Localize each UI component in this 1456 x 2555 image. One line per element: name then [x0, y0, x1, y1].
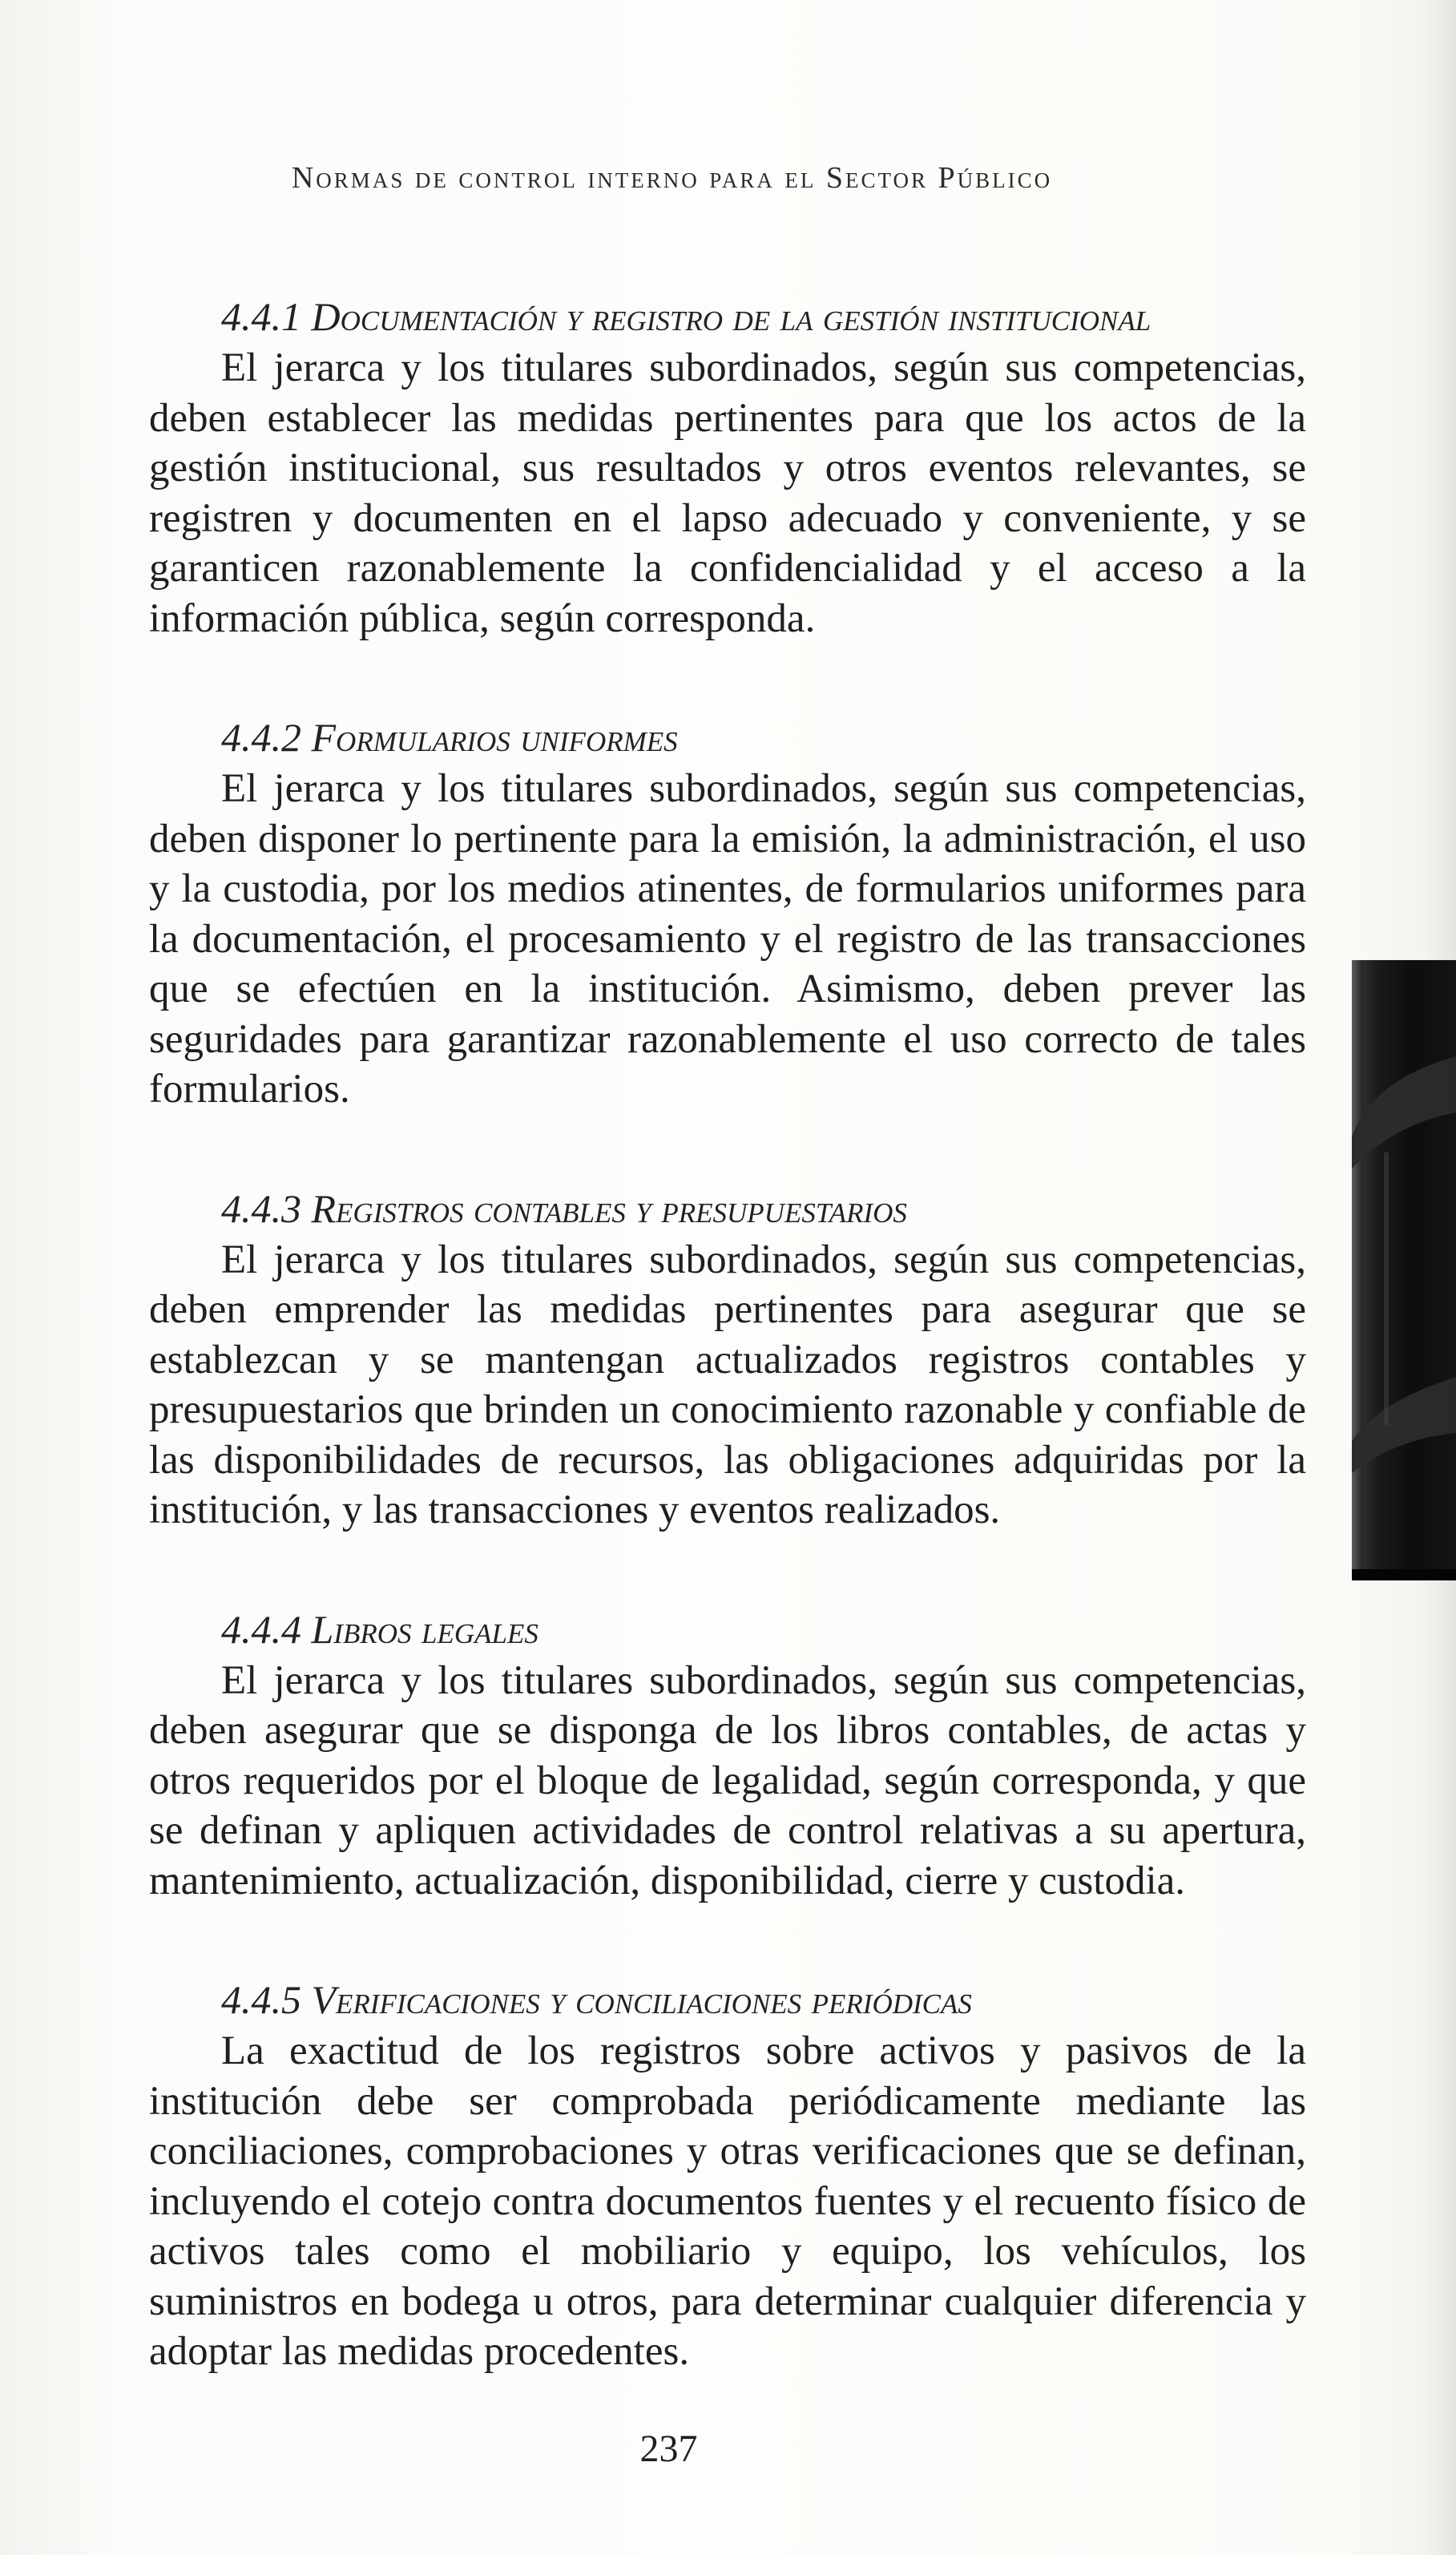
- section-heading: 4.4.1 Documentación y registro de la gestión institucional: [221, 294, 1151, 339]
- section-paragraph: El jerarca y los titulares subordinados, según sus competencias, deben emprender las medidas pertinentes para asegurar que se establezcan y se mantengan actualizados registros contables y presupuestarios que brinden un conocimiento razonable y confiable de las disponibilidades de recursos, las obligaciones adquiridas por la institución, y las transacciones y eventos realizados.: [149, 1237, 1306, 1532]
- section-paragraph: La exactitud de los registros sobre activos y pasivos de la institución debe ser comprobada periódicamente mediante las conciliaciones, comprobaciones y otras verificaciones que se definan, incluyendo el cotejo contra documentos fuentes y el recuento físico de activos tales como el mobiliario y equipo, los vehículos, los suministros en bodega u otros, para determinar cualquier diferencia y adoptar las medidas procedentes.: [149, 2028, 1306, 2374]
- section-paragraph: El jerarca y los titulares subordinados, según sus competencias, deben disponer lo pertinente para la emisión, la administración, el uso y la custodia, por los medios atinentes, de formularios uniformes para la documentación, el procesamiento y el registro de las transacciones que se efectúen en la institución. Asimismo, deben prever las seguridades para garantizar razonablemente el uso correcto de tales formularios.: [149, 766, 1306, 1112]
- section-heading: 4.4.5 Verificaciones y conciliaciones periódicas: [221, 1977, 972, 2022]
- section-4-4-4: [149, 1606, 1306, 1907]
- running-header: Normas de control interno para el Sector Público: [291, 161, 1053, 195]
- page-body: [149, 293, 1306, 2448]
- section-heading: 4.4.4 Libros legales: [221, 1606, 538, 1652]
- section-heading: 4.4.2 Formularios uniformes: [221, 715, 678, 760]
- section-paragraph: El jerarca y los titulares subordinados, según sus competencias, deben asegurar que se disponga de los libros contables, de actas y otros requeridos por el bloque de legalidad, según corresponda, y que se definan y apliquen actividades de control relativas a su apertura, mantenimiento, actualización, disponibilidad, cierre y custodia.: [149, 1657, 1306, 1903]
- section-4-4-1: [149, 293, 1306, 644]
- page-number: 237: [639, 2428, 698, 2470]
- section-4-4-3: [149, 1185, 1306, 1536]
- page-edge-shadow: [1424, 0, 1456, 2555]
- section-heading: 4.4.3 Registros contables y presupuestarios: [221, 1185, 907, 1231]
- section-4-4-2: [149, 714, 1306, 1115]
- section-paragraph: El jerarca y los titulares subordinados, según sus competencias, deben establecer las medidas pertinentes para que los actos de la gestión institucional, sus resultados y otros eventos relevantes, se registren y documenten en el lapso adecuado y conveniente, y se garanticen razonablemente la confidencialidad y el acceso a la información pública, según corresponda.: [149, 345, 1306, 641]
- section-4-4-5: [149, 1976, 1306, 2377]
